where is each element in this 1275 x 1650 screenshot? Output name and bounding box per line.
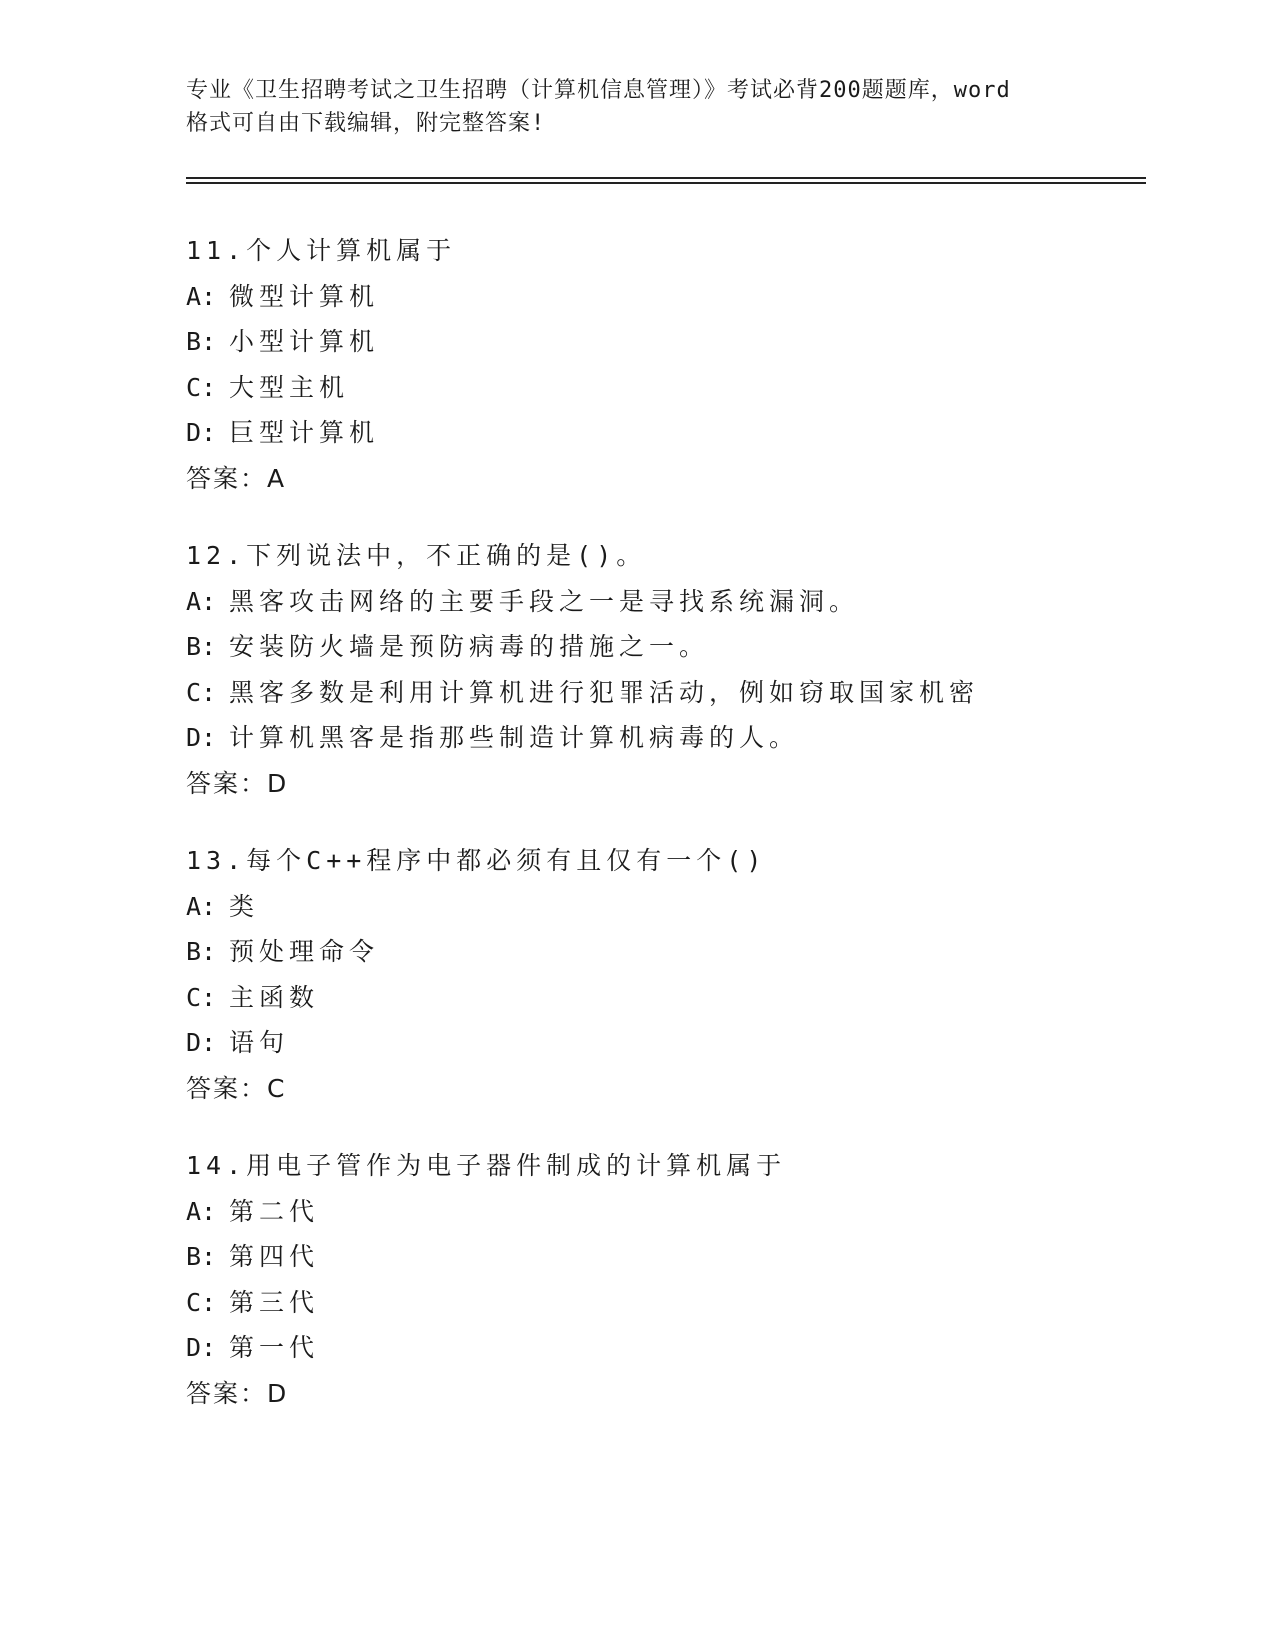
option-letter: D: xyxy=(186,723,217,752)
option-d xyxy=(186,1325,1186,1371)
option-d xyxy=(186,1020,1186,1066)
option-a xyxy=(186,1189,1186,1235)
answer-value: D xyxy=(267,1378,289,1408)
option-text: 小型计算机 xyxy=(229,327,380,356)
option-text: 类 xyxy=(229,891,260,921)
answer-line xyxy=(186,1371,1186,1417)
option-letter: B: xyxy=(186,632,217,661)
option-d xyxy=(186,715,1186,761)
answer-label: 答案： xyxy=(186,1073,268,1103)
option-letter: C: xyxy=(186,982,217,1012)
question-stem: 13.每个C++程序中都必须有且仅有一个() xyxy=(186,846,767,875)
answer-label: 答案： xyxy=(186,463,268,493)
question-stem: 12.下列说法中，不正确的是()。 xyxy=(186,541,647,570)
option-letter: A: xyxy=(186,281,217,311)
option-text: 微型计算机 xyxy=(229,281,380,311)
option-c xyxy=(186,975,1186,1021)
option-letter: A: xyxy=(186,1196,217,1226)
answer-label: 答案： xyxy=(186,1378,268,1408)
option-letter: B: xyxy=(186,327,217,356)
option-text: 语句 xyxy=(229,1028,290,1057)
option-letter: B: xyxy=(186,1242,217,1271)
option-text: 第一代 xyxy=(229,1333,320,1362)
option-a xyxy=(186,884,1186,930)
option-b xyxy=(186,929,1186,975)
option-d xyxy=(186,410,1186,456)
option-c xyxy=(186,365,1186,411)
option-a xyxy=(186,579,1186,625)
header-line-2: 格式可自由下载编辑，附完整答案! xyxy=(186,111,546,136)
header-divider-bottom xyxy=(186,182,1146,184)
option-text: 大型主机 xyxy=(229,372,350,402)
option-text: 第二代 xyxy=(229,1196,320,1226)
option-c xyxy=(186,670,1186,716)
answer-value: C xyxy=(267,1073,287,1103)
option-letter: D: xyxy=(186,1333,217,1362)
option-b xyxy=(186,1234,1186,1280)
header-divider-top xyxy=(186,177,1146,179)
option-text: 黑客多数是利用计算机进行犯罪活动，例如窃取国家机密 xyxy=(229,677,980,707)
option-text: 第三代 xyxy=(229,1287,320,1317)
option-text: 计算机黑客是指那些制造计算机病毒的人。 xyxy=(229,723,800,752)
answer-value: A xyxy=(267,463,287,493)
option-letter: A: xyxy=(186,891,217,921)
answer-label: 答案： xyxy=(186,768,268,798)
question-block xyxy=(186,838,1186,1111)
option-letter: A: xyxy=(186,586,217,616)
option-text: 黑客攻击网络的主要手段之一是寻找系统漏洞。 xyxy=(229,586,860,616)
option-letter: C: xyxy=(186,677,217,707)
answer-value: D xyxy=(267,768,289,798)
answer-line xyxy=(186,1066,1186,1112)
question-stem: 11.个人计算机属于 xyxy=(186,236,457,265)
document-header xyxy=(186,74,1086,140)
option-letter: B: xyxy=(186,937,217,966)
option-b xyxy=(186,319,1186,365)
option-letter: C: xyxy=(186,1287,217,1317)
option-letter: D: xyxy=(186,418,217,447)
question-stem: 14.用电子管作为电子器件制成的计算机属于 xyxy=(186,1151,787,1180)
answer-line xyxy=(186,456,1186,502)
option-text: 预处理命令 xyxy=(229,937,380,966)
option-b xyxy=(186,624,1186,670)
option-letter: C: xyxy=(186,372,217,402)
question-block xyxy=(186,533,1186,806)
question-block xyxy=(186,1143,1186,1416)
option-text: 第四代 xyxy=(229,1242,320,1271)
option-text: 安装防火墙是预防病毒的措施之一。 xyxy=(229,632,710,661)
question-block xyxy=(186,228,1186,501)
option-a xyxy=(186,274,1186,320)
option-letter: D: xyxy=(186,1028,217,1057)
option-text: 巨型计算机 xyxy=(229,418,380,447)
header-line-1: 专业《卫生招聘考试之卫生招聘（计算机信息管理）》考试必背200题题库，word xyxy=(186,78,1011,103)
option-text: 主函数 xyxy=(229,982,320,1012)
option-c xyxy=(186,1280,1186,1326)
answer-line xyxy=(186,761,1186,807)
